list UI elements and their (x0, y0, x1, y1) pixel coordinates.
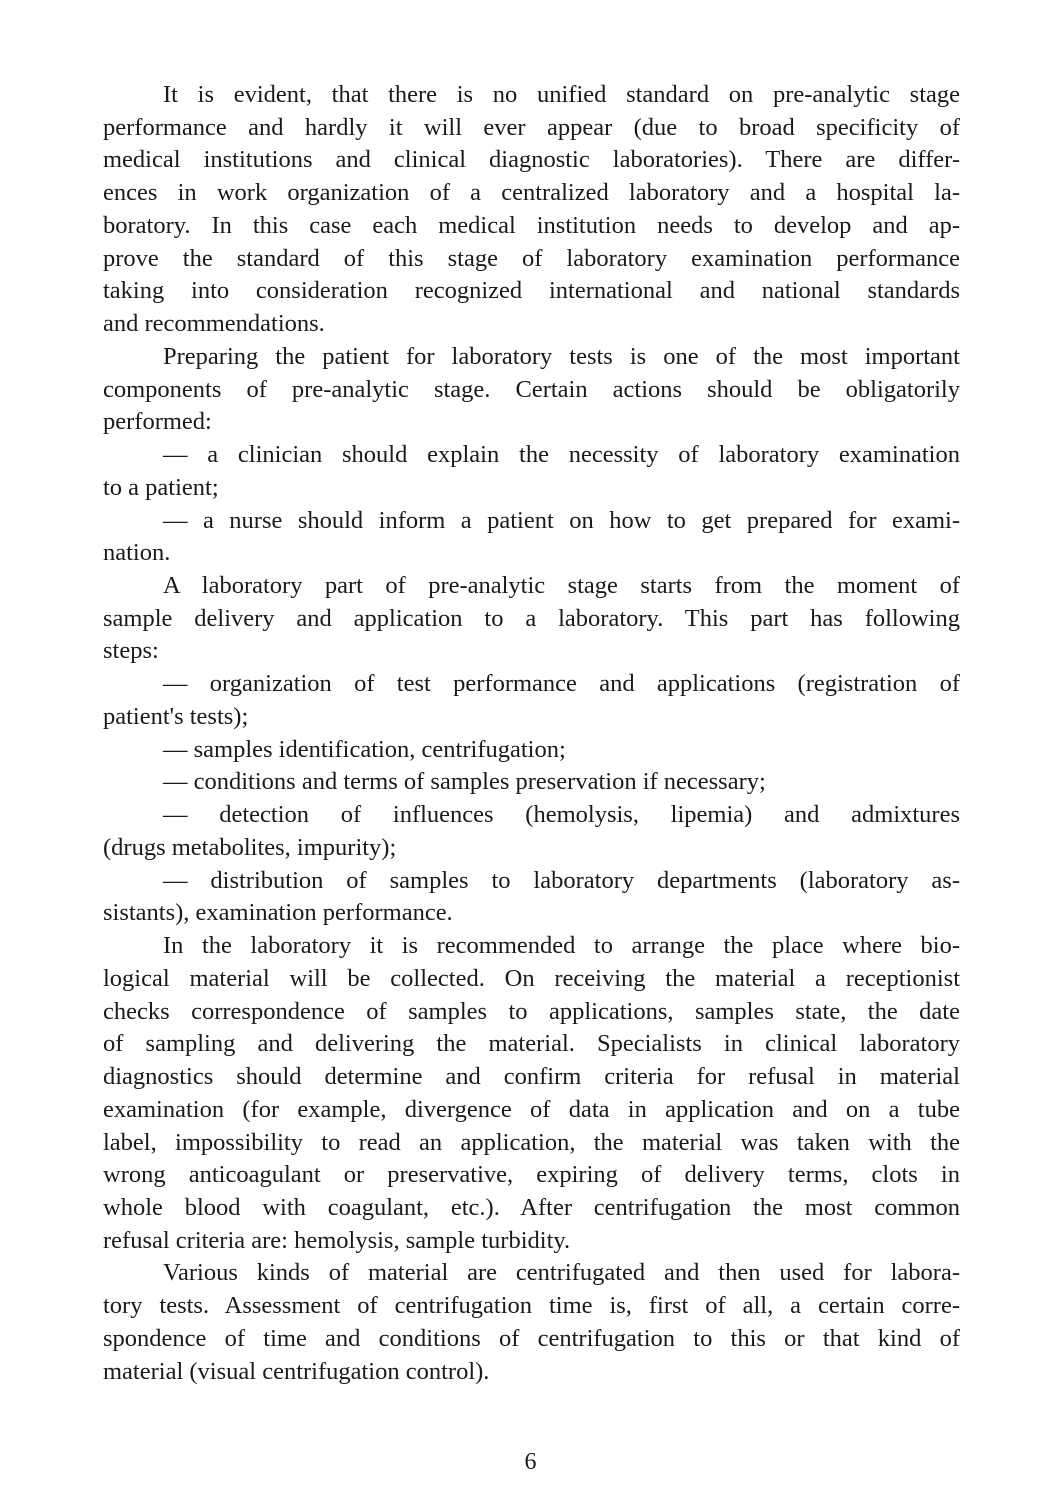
text-line: tory tests. Assessment of centrifugation time is, first of all, a certain corre- (103, 1292, 960, 1320)
paragraph (103, 865, 960, 930)
text-line: — a clinician should explain the necessity of laboratory examination (163, 441, 960, 469)
text-line: performance and hardly it will ever appear (due to broad specificity of (103, 113, 960, 141)
text-line: In the laboratory it is recommended to arrange the place where bio- (163, 932, 960, 960)
text-line: Preparing the patient for laboratory tests is one of the most important (163, 342, 960, 370)
text-line: diagnostics should determine and confirm criteria for refusal in material (103, 1063, 960, 1091)
paragraph (103, 570, 960, 668)
text-line: components of pre-analytic stage. Certain actions should be obligatorily (103, 375, 960, 403)
paragraph (103, 1257, 960, 1388)
text-line: wrong anticoagulant or preservative, expiring of delivery terms, clots in (103, 1161, 960, 1189)
text-line: taking into consideration recognized international and national standards (103, 277, 960, 305)
text-line: of sampling and delivering the material. Specialists in clinical laboratory (103, 1030, 960, 1058)
text-line: and recommendations. (103, 310, 325, 338)
text-line: ences in work organization of a centralized laboratory and a hospital la- (103, 179, 960, 207)
text-line: sistants), examination performance. (103, 899, 453, 927)
text-line: refusal criteria are: hemolysis, sample turbidity. (103, 1226, 571, 1254)
page-number: 6 (524, 1449, 537, 1475)
paragraph (103, 439, 960, 504)
text-line: spondence of time and conditions of centrifugation to this or that kind of (103, 1324, 960, 1352)
text-line: It is evident, that there is no unified standard on pre-analytic stage (163, 81, 960, 108)
text-line: label, impossibility to read an application, the material was taken with the (103, 1128, 960, 1156)
paragraph (103, 766, 960, 799)
text-line: — a nurse should inform a patient on how to get prepared for exami- (163, 506, 960, 534)
text-line: steps: (103, 637, 159, 665)
text-line: boratory. In this case each medical institution needs to develop and ap- (103, 211, 960, 239)
text-line: Various kinds of material are centrifugated and then used for labora- (163, 1259, 960, 1287)
text-line: logical material will be collected. On receiving the material a receptionist (103, 964, 960, 992)
paragraph (103, 79, 960, 341)
paragraph (103, 930, 960, 1257)
text-line: patient's tests); (103, 702, 249, 730)
text-line: — detection of influences (hemolysis, lipemia) and admixtures (163, 801, 960, 829)
paragraph (103, 799, 960, 864)
page-body-text (103, 79, 960, 1388)
text-line: sample delivery and application to a laboratory. This part has following (103, 604, 960, 632)
text-line: whole blood with coagulant, etc.). After centrifugation the most common (103, 1193, 960, 1221)
text-line: material (visual centrifugation control). (103, 1357, 490, 1385)
paragraph (103, 668, 960, 733)
text-line: nation. (103, 539, 171, 567)
text-line: checks correspondence of samples to applications, samples state, the date (103, 997, 960, 1025)
text-line: — conditions and terms of samples preservation if necessary; (163, 768, 766, 796)
text-line: medical institutions and clinical diagnostic laboratories). There are differ- (103, 146, 960, 174)
text-line: (drugs metabolites, impurity); (103, 833, 397, 861)
text-line: examination (for example, divergence of data in application and on a tube (103, 1095, 960, 1123)
text-line: — organization of test performance and applications (registration of (163, 670, 960, 698)
text-line: to a patient; (103, 473, 219, 501)
text-line: prove the standard of this stage of laboratory examination performance (103, 244, 960, 272)
text-line: A laboratory part of pre-analytic stage starts from the moment of (163, 572, 960, 600)
text-line: performed: (103, 408, 212, 436)
paragraph (103, 734, 960, 767)
paragraph (103, 505, 960, 570)
paragraph (103, 341, 960, 439)
text-line: — distribution of samples to laboratory departments (laboratory as- (163, 866, 960, 894)
text-line: — samples identification, centrifugation; (163, 735, 566, 763)
